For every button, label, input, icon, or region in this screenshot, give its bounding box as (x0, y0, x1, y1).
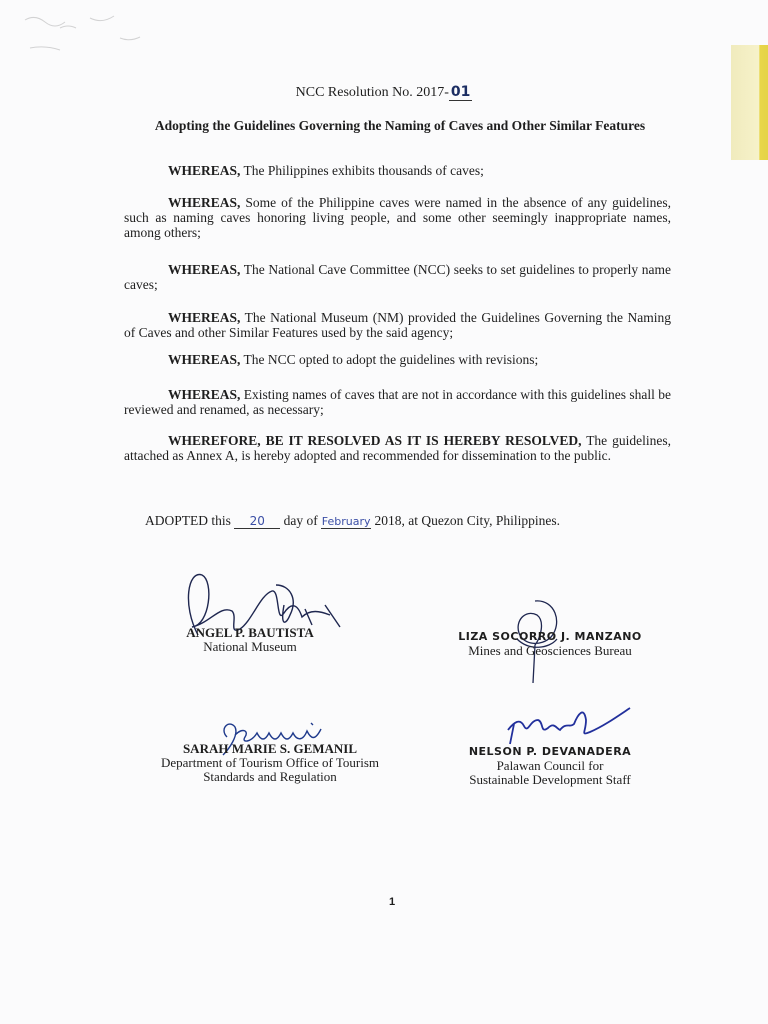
faint-scribble (20, 8, 180, 68)
signatory-name: ANGEL P. BAUTISTA (186, 625, 314, 640)
signatory-name: LIZA SOCORRO J. MANZANO (458, 630, 642, 643)
adopted-suffix: 2018, at Quezon City, Philippines. (371, 513, 561, 528)
signatory-name: NELSON P. DEVANADERA (468, 745, 632, 758)
clause-2 (124, 195, 671, 240)
signatory-block-3 (130, 742, 410, 784)
adopted-month: February (321, 515, 371, 528)
signatory-org: Department of Tourism Office of Tourism (160, 755, 380, 770)
adoption-line (145, 513, 560, 529)
clause-lead: WHEREAS, (168, 163, 241, 178)
adopted-day: 20 (234, 514, 280, 529)
signature-devanadera (500, 700, 635, 750)
signatory-org: Palawan Council for (496, 758, 604, 773)
signatory-org: National Museum (203, 639, 297, 654)
signatory-block-2 (440, 630, 660, 658)
resolution-number-handwritten: 01 (450, 84, 471, 100)
page-number: 1 (388, 896, 396, 908)
clause-1 (124, 163, 671, 178)
clause-3 (124, 262, 671, 292)
clause-lead: WHEREAS, (168, 310, 241, 325)
resolution-prefix: NCC Resolution No. 2017- (295, 85, 449, 100)
clause-lead: WHEREAS, (168, 195, 241, 210)
clause-text: Some of the Philippine caves were named in the absence of any guidelines, such as naming caves honoring living people, and some other seemingly inappropriate names, among others; (124, 195, 671, 240)
clause-lead: WHEREAS, (168, 387, 241, 402)
resolving-clause (124, 433, 671, 463)
signatory-org-line2: Sustainable Development Staff (469, 772, 631, 787)
clause-4 (124, 310, 671, 340)
signatory-block-4 (430, 745, 670, 787)
sticky-tab (731, 45, 768, 160)
clause-5 (124, 352, 671, 367)
clause-lead: WHEREAS, (168, 262, 241, 277)
resolution-number (0, 84, 768, 101)
signatory-org: Mines and Geosciences Bureau (468, 643, 632, 658)
adopted-mid: day of (280, 513, 322, 528)
clause-text: The NCC opted to adopt the guidelines with revisions; (240, 352, 539, 367)
signatory-name: SARAH MARIE S. GEMANIL (182, 741, 358, 756)
clause-text: The National Cave Committee (NCC) seeks to set guidelines to properly name caves; (124, 262, 671, 292)
clause-text: The National Museum (NM) provided the Guidelines Governing the Naming of Caves and other Similar Features used by the said agency; (124, 310, 671, 340)
adopted-prefix: ADOPTED this (145, 513, 235, 528)
clause-text: The guidelines, attached as Annex A, is hereby adopted and recommended for dissemination to the public. (124, 433, 671, 463)
clause-lead: WHEREFORE, BE IT RESOLVED AS IT IS HEREBY RESOLVED, (168, 433, 582, 448)
clause-text: The Philippines exhibits thousands of caves; (240, 163, 484, 178)
clause-6 (124, 387, 671, 417)
clause-text: Existing names of caves that are not in accordance with this guidelines shall be reviewed and renamed, as necessary; (124, 387, 671, 417)
document-title: Adopting the Guidelines Governing the Naming of Caves and Other Similar Features (154, 118, 646, 133)
signatory-org-line2: Standards and Regulation (203, 769, 337, 784)
signatory-block-1 (160, 626, 340, 654)
clause-lead: WHEREAS, (168, 352, 241, 367)
